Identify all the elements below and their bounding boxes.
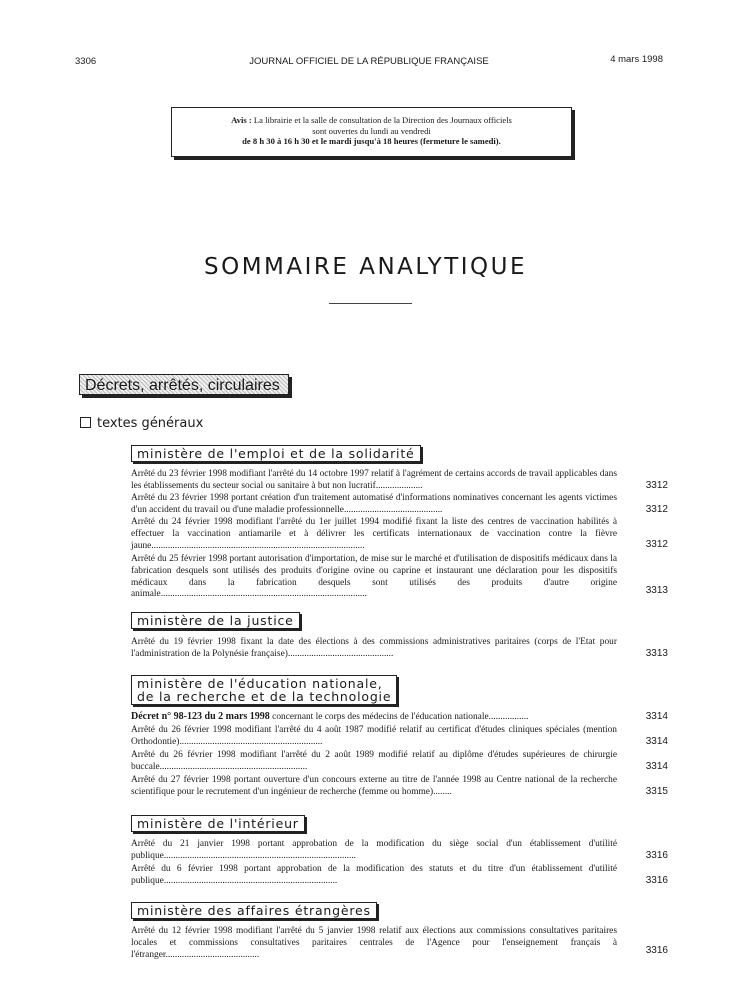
page-reference: 3316 (645, 875, 668, 886)
list-item: Décret n° 98-123 du 2 mars 1998 concernant le corps des médecins de l'éducation nationale................. (131, 711, 529, 722)
issue-date: 4 mars 1998 (610, 54, 663, 65)
list-item: Arrêté du 26 février 1998 modifiant l'arrêté du 4 août 1987 modifié relatif au certificat d'études cliniques spéciales (mention Orthodontie)............................................................. (131, 725, 617, 747)
category-heading: Décrets, arrêtés, circulaires (79, 374, 289, 395)
list-item: Arrêté du 12 février 1998 modifiant l'arrêté du 5 janvier 1998 relatif aux élections aux commissions consultatives paritaires locales et commissions consultatives paritaires centrales de l'Agence pour l'enseignement français à l'étranger........................................ (131, 926, 617, 960)
page-reference: 3312 (645, 539, 668, 550)
ministry-heading: ministère de la justice (131, 612, 300, 629)
page-reference: 3316 (645, 850, 668, 861)
header-page-number: 3306 (75, 56, 97, 67)
list-item: Arrêté du 25 février 1998 portant autorisation d'importation, de mise sur le marché et d'utilisation de dispositifs médicaux dans la fabrication desquels sont utilisés des produits d'origine ovine ou caprine et instaurant une déclaration pour les dispositifs médicaux dans la fabrication desquels sont utilisés des produits d'autre origine animale........................................................................................ (131, 554, 617, 600)
ministry-heading: ministère de l'éducation nationale, de la recherche et de la technologie (131, 675, 397, 705)
subcategory-label: textes généraux (97, 416, 204, 431)
page-reference: 3314 (645, 761, 668, 772)
ministry-heading: ministère de l'intérieur (131, 815, 305, 832)
ministry-heading: ministère des affaires étrangères (131, 902, 377, 919)
page-reference: 3313 (645, 585, 668, 596)
subcategory-heading (80, 416, 203, 431)
page-reference: 3313 (645, 648, 668, 659)
page-reference: 3312 (645, 480, 668, 491)
page-reference: 3314 (645, 711, 668, 722)
checkbox-bullet-icon (80, 417, 91, 428)
notice-line-2: sont ouvertes du lundi au vendredi (312, 125, 431, 136)
page-header (75, 56, 663, 70)
list-item: Arrêté du 21 janvier 1998 portant approbation de la modification du siège social d'un établissement d'utilité publique.................................................................................. (131, 839, 617, 861)
notice-box (171, 107, 572, 157)
list-item: Arrêté du 26 février 1998 modifiant l'arrêté du 2 août 1989 modifié relatif au diplôme d'études supérieures de chirurgie buccale............................................................... (131, 750, 617, 772)
notice-line-1: La librairie et la salle de consultation de la Direction des Journaux officiels (253, 115, 512, 125)
page-reference: 3314 (645, 736, 668, 747)
notice-label: Avis : (231, 115, 252, 125)
page-title: SOMMAIRE ANALYTIQUE (203, 254, 528, 280)
list-item: Arrêté du 24 février 1998 modifiant l'arrêté du 1er juillet 1994 modifié fixant la liste des centres de vaccination habilités à effectuer la vaccination antiamarile et à délivrer les certificats internationaux de vaccination contre la fièvre jaune........................................................................................... (131, 517, 617, 551)
list-item: Arrêté du 27 février 1998 portant ouverture d'un concours externe au titre de l'année 1998 au Centre national de la recherche scientifique pour le recrutement d'un ingénieur de recherche (femme ou homme)........ (131, 775, 617, 797)
list-item: Arrêté du 23 février 1998 modifiant l'arrêté du 14 octobre 1997 relatif à l'agrément de certains accords de travail applicables dans les établissements du secteur social ou sanitaire à but non lucratif.................... (131, 469, 617, 491)
notice-line-3: de 8 h 30 à 16 h 30 et le mardi jusqu'à 18 heures (fermeture le samedi). (242, 136, 501, 146)
page-reference: 3316 (645, 945, 668, 956)
page-reference: 3315 (645, 786, 668, 797)
title-rule (329, 303, 412, 304)
journal-title: JOURNAL OFFICIEL DE LA RÉPUBLIQUE FRANÇAISE (249, 56, 489, 67)
list-item: Arrêté du 23 février 1998 portant création d'un traitement automatisé d'informations nominatives concernant les agents victimes d'un accident du travail ou d'une maladie professionnelle.......................................... (131, 493, 617, 515)
page-reference: 3312 (645, 504, 668, 515)
ministry-heading: ministère de l'emploi et de la solidarité (131, 445, 421, 462)
list-item: Arrêté du 19 février 1998 fixant la date des élections à des commissions administratives paritaires (corps de l'Etat pour l'administration de la Polynésie française)............................................. (131, 637, 617, 659)
list-item: Arrêté du 6 février 1998 portant approbation de la modification des statuts et du titre d'un établissement d'utilité publique.......................................................................... (131, 864, 617, 886)
